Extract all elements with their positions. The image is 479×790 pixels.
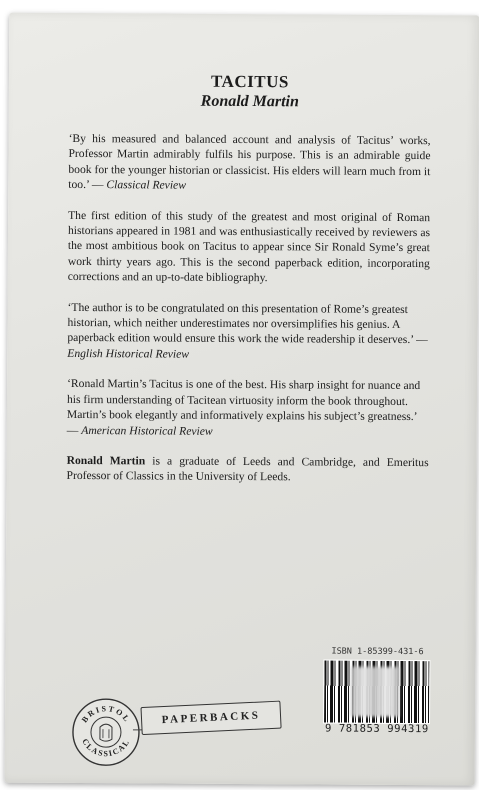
author-bio bbox=[66, 453, 428, 486]
isbn-label: ISBN 1-85399-431-6 bbox=[331, 646, 424, 658]
book-description bbox=[68, 208, 430, 287]
description-text: The first edition of this study of the greatest and most original of Roman historians appeared in 1981 and was enthusiastically received by reviewers as the most ambitious book on Tacitus to appear since Sir Ronald Syme’s great work thirty years ago. This is the second paperback edition, incorporating corrections and an up-to-date bibliography. bbox=[67, 208, 431, 285]
review-quote bbox=[68, 131, 430, 195]
seal-top-text: BRISTOL bbox=[79, 704, 133, 725]
review-text: ‘The author is to be congratulated on this presentation of Rome’s greatest historian, which neither underestimates nor oversimplifies his genius. A paperback edition would ensure this work the wide readership it deserves.’ — bbox=[67, 300, 428, 347]
author-bio-name: Ronald Martin bbox=[66, 453, 146, 468]
review-text: ‘Ronald Martin’s Tacitus is one of the best. His sharp insight for nuance and his firm understanding of Tacitean virtuosity inform the book throughout. Martin’s book elegantly and informatively explains his subject’s greatness.’ — bbox=[66, 377, 421, 437]
barcode-blur-region bbox=[351, 667, 399, 717]
book-back-cover bbox=[5, 13, 479, 786]
review-source: Classical Review bbox=[106, 178, 186, 192]
book-title: TACITUS bbox=[210, 71, 289, 92]
review-quote bbox=[67, 300, 429, 364]
review-text: ‘By his measured and balanced account and analysis of Tacitus’ works, Professor Martin admirably fulfils his purpose. This is an admirable guide book for the younger historian or classicist. His elders will learn much from it too.’ — bbox=[68, 131, 431, 192]
author-bio-text: is a graduate of Leeds and Cambridge, and Emeritus Professor of Classics in the University of Leeds. bbox=[66, 454, 429, 484]
seal-bottom-text: CLASSICAL bbox=[80, 737, 132, 759]
cover-text-block bbox=[66, 71, 431, 501]
barcode-digits: 9 781853 994319 bbox=[324, 722, 429, 736]
series-label: PAPERBACKS bbox=[140, 701, 281, 735]
review-quote bbox=[67, 376, 429, 440]
review-source: English Historical Review bbox=[67, 346, 190, 361]
book-author: Ronald Martin bbox=[200, 92, 299, 111]
review-source: American Historical Review bbox=[81, 423, 213, 438]
bristol-classical-seal-logo bbox=[71, 697, 141, 767]
